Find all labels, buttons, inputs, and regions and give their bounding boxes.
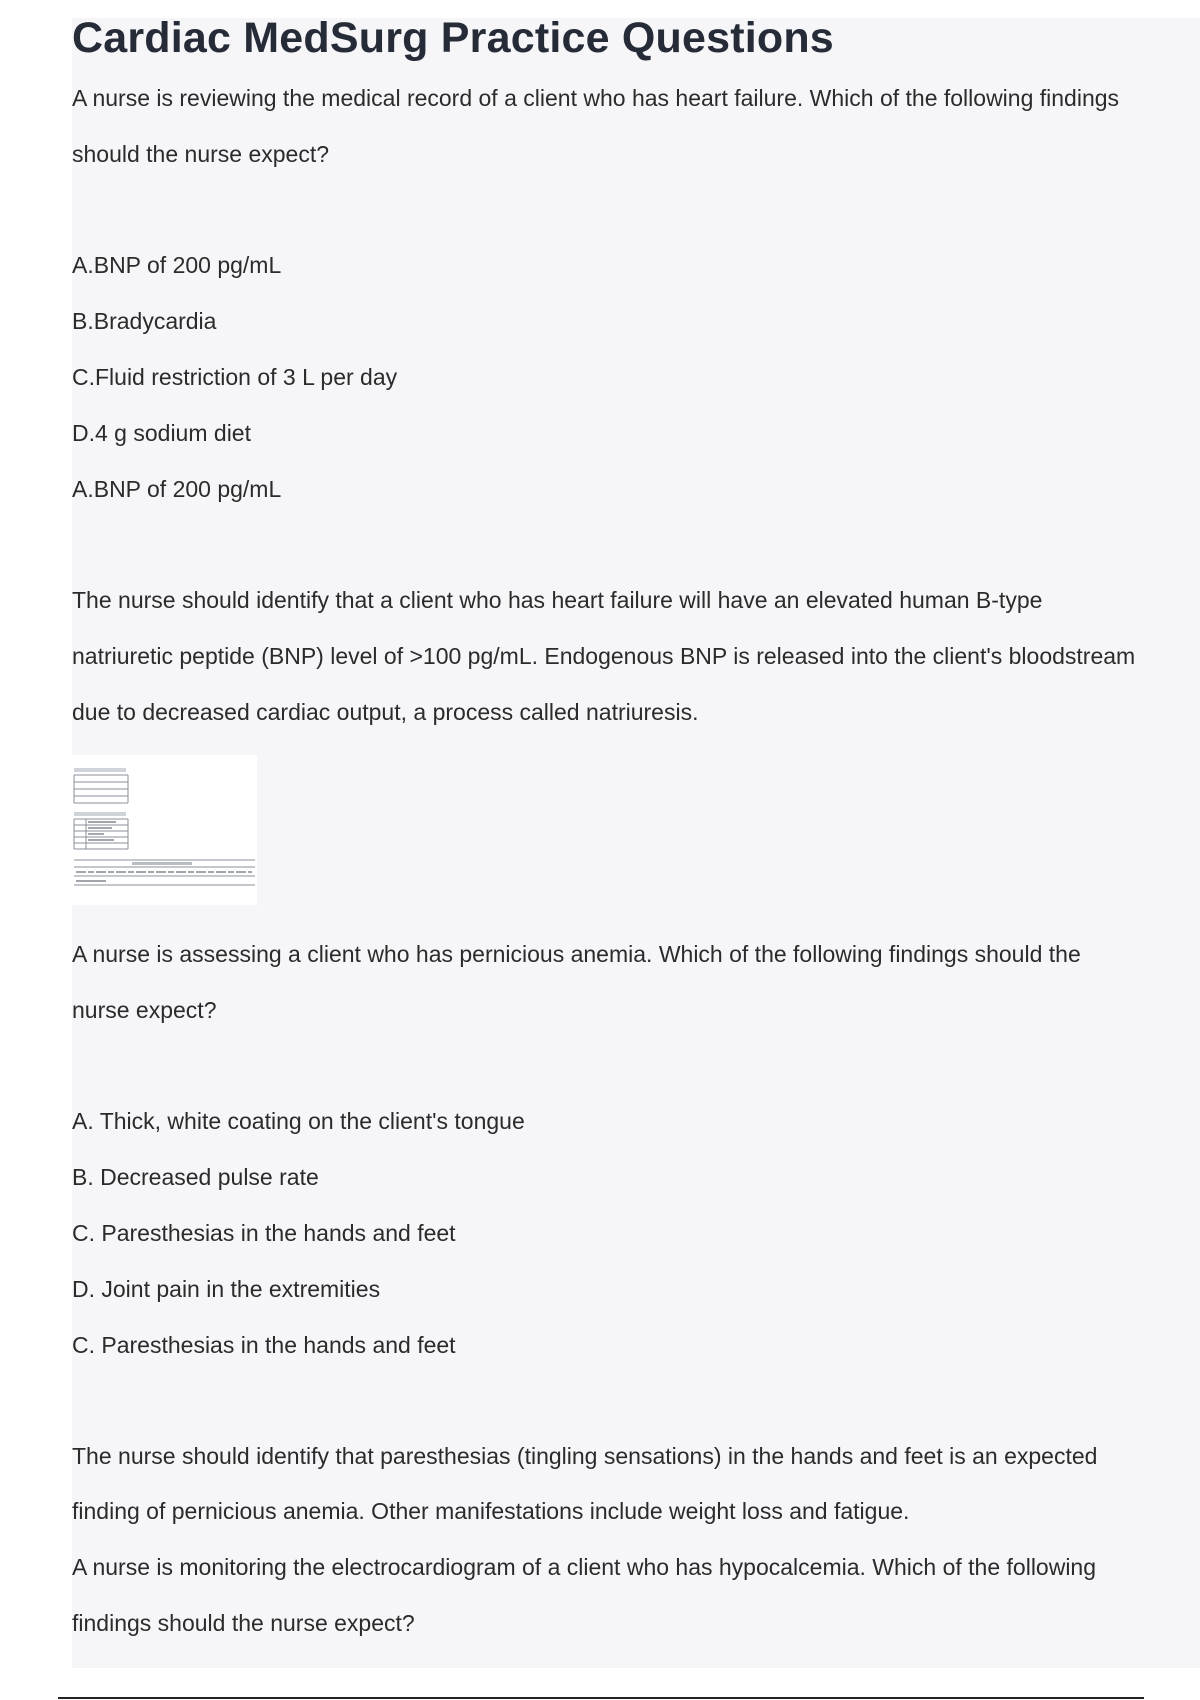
q2-option-a: A. Thick, white coating on the client's tongue bbox=[72, 1108, 525, 1134]
q1-rationale-line-1: The nurse should identify that a client who has heart failure will have an elevated human B-type bbox=[72, 587, 1043, 613]
q2-stem-line-2: nurse expect? bbox=[72, 997, 217, 1023]
q1-stem-line-2: should the nurse expect? bbox=[72, 141, 330, 167]
q2-option-b: B. Decreased pulse rate bbox=[72, 1164, 319, 1190]
q1-stem-line-1: A nurse is reviewing the medical record of a client who has heart failure. Which of the following findings bbox=[72, 85, 1120, 111]
q2-option-c: C. Paresthesias in the hands and feet bbox=[72, 1220, 456, 1246]
q2-rationale-line-2: finding of pernicious anemia. Other manifestations include weight loss and fatigue. bbox=[72, 1498, 910, 1524]
q2-option-d: D. Joint pain in the extremities bbox=[72, 1276, 381, 1302]
q1-rationale-line-3: due to decreased cardiac output, a process called natriuresis. bbox=[72, 699, 699, 725]
q1-option-c: C.Fluid restriction of 3 L per day bbox=[72, 364, 398, 390]
page-bottom-divider bbox=[58, 1697, 1144, 1699]
q1-option-a: A.BNP of 200 pg/mL bbox=[72, 252, 282, 278]
q2-stem-line-1: A nurse is assessing a client who has pernicious anemia. Which of the following findings should the bbox=[72, 941, 1081, 967]
thumbnail-graphic bbox=[72, 755, 257, 905]
q2-rationale-line-1: The nurse should identify that paresthesias (tingling sensations) in the hands and feet is an expected bbox=[72, 1443, 1098, 1469]
q3-stem-line-1: A nurse is monitoring the electrocardiogram of a client who has hypocalcemia. Which of the following bbox=[72, 1554, 1097, 1580]
q1-rationale-line-2: natriuretic peptide (BNP) level of >100 pg/mL. Endogenous BNP is released into the client's bloodstream bbox=[72, 643, 1136, 669]
q1-option-d: D.4 g sodium diet bbox=[72, 420, 251, 446]
q2-answer: C. Paresthesias in the hands and feet bbox=[72, 1332, 456, 1358]
q1-answer: A.BNP of 200 pg/mL bbox=[72, 476, 282, 502]
medical-record-thumbnail bbox=[72, 755, 257, 905]
q1-option-b: B.Bradycardia bbox=[72, 308, 217, 334]
page-title: Cardiac MedSurg Practice Questions bbox=[72, 14, 834, 62]
q3-stem-line-2: findings should the nurse expect? bbox=[72, 1610, 415, 1636]
